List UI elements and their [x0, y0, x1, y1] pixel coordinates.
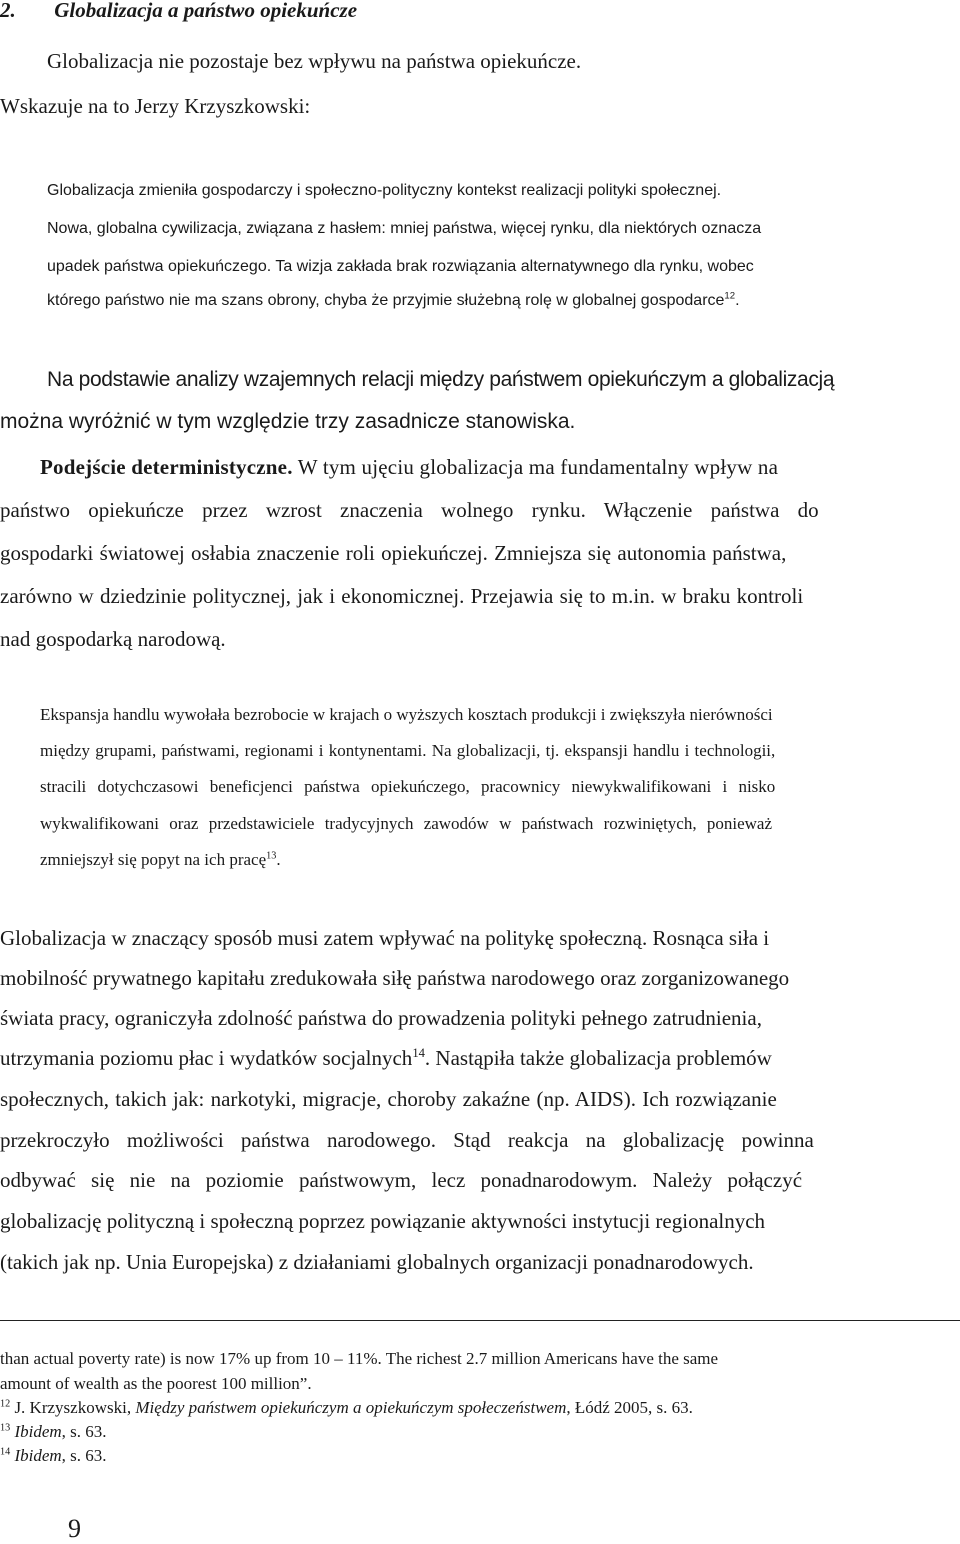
para3-line-2: mobilność prywatnego kapitału zredukowała siłę państwa narodowego oraz zorganizowanego	[0, 966, 790, 990]
footnote-ref-12: 12	[724, 290, 736, 302]
para3-line-8: globalizację polityczną i społeczną poprzez powiązanie aktywności instytucji regionalnych	[0, 1209, 766, 1233]
para2-line-5: nad gospodarką narodową.	[0, 627, 226, 651]
section-heading	[0, 0, 357, 23]
quote1-line-4: którego państwo nie ma szans obrony, chyba że przyjmie służebną rolę w globalnej gospodarce$^{12}$.	[47, 290, 740, 309]
intro-line-1: Globalizacja nie pozostaje bez wpływu na państwa opiekuńcze.	[47, 49, 582, 73]
quote2-line-5: zmniejszył się popyt na ich pracę$^{13}$.	[40, 850, 281, 869]
quote2-line-3: stracili dotychczasowi beneficjenci państwa opiekuńczego, pracownicy niewykwalifikowani i nisko	[40, 777, 776, 796]
section-title: Globalizacja a państwo opiekuńcze	[54, 0, 358, 22]
intro-line-2: Wskazuje na to Jerzy Krzyszkowski:	[0, 94, 311, 118]
para2-line-2: państwo opiekuńcze przez wzrost znaczenia wolnego rynku. Włączenie państwa do	[0, 498, 819, 522]
para3-line-1: Globalizacja w znaczący sposób musi zatem wpływać na politykę społeczną. Rosnąca siła i	[0, 926, 770, 950]
footnote-14: $^{14}$ Ibidem, s. 63.	[0, 1446, 107, 1465]
footnote-ref-14: 14	[412, 1046, 425, 1060]
quote2-line-1: Ekspansja handlu wywołała bezrobocie w krajach o wyższych kosztach produkcji i zwiększyła nierówności	[40, 705, 773, 724]
para3-line-4: utrzymania poziomu płac i wydatków socjalnych$^{14}$. Nastąpiła także globalizacja problemów	[0, 1046, 772, 1070]
para3-line-6: przekroczyło możliwości państwa narodowego. Stąd reakcja na globalizację powinna	[0, 1128, 814, 1152]
para3-line-9: (takich jak np. Unia Europejska) z działaniami globalnych organizacji ponadnarodowych.	[0, 1250, 754, 1274]
para3-line-3: świata pracy, ograniczyła zdolność państwa do prowadzenia polityki pełnego zatrudnienia,	[0, 1006, 762, 1030]
footnote-ref-13: 13	[266, 850, 277, 862]
footnote-separator	[0, 1320, 960, 1321]
para2-line-1: Podejście deterministyczne. W tym ujęciu globalizacja ma fundamentalny wpływ na	[40, 455, 779, 479]
para3-line-5: społecznych, takich jak: narkotyki, migracje, choroby zakaźne (np. AIDS). Ich rozwiązanie	[0, 1087, 777, 1111]
approach-title: Podejście deterministyczne.	[40, 455, 293, 479]
para2-line-4: zarówno w dziedzinie politycznej, jak i ekonomicznej. Przejawia się to m.in. w braku kontroli	[0, 584, 804, 608]
quote1-line-1: Globalizacja zmieniła gospodarczy i społeczno-polityczny kontekst realizacji polityki społecznej.	[47, 182, 722, 199]
quote2-line-4: wykwalifikowani oraz przedstawiciele tradycyjnych zawodów w państwach rozwiniętych, ponieważ	[40, 814, 772, 833]
page-number: 9	[68, 1514, 81, 1543]
quote2-line-2: między grupami, państwami, regionami i kontynentami. Na globalizacji, tj. ekspansji handlu i technologii,	[40, 741, 776, 760]
section-number: 2.	[0, 0, 16, 22]
para1-line-1: Na podstawie analizy wzajemnych relacji między państwem opiekuńczym a globalizacją	[47, 368, 835, 391]
quote1-line-2: Nowa, globalna cywilizacja, związana z hasłem: mniej państwa, więcej rynku, dla niektórych oznacza	[47, 220, 762, 237]
footnote-continued-line-1: than actual poverty rate) is now 17% up from 10 – 11%. The richest 2.7 million Americans have the same	[0, 1349, 719, 1368]
para3-line-7: odbywać się nie na poziomie państwowym, lecz ponadnarodowym. Należy połączyć	[0, 1168, 803, 1192]
para1-line-2: można wyróżnić w tym względzie trzy zasadnicze stanowiska.	[0, 410, 576, 433]
footnote-12-title: Między państwem opiekuńczym a opiekuńczym społeczeństwem	[135, 1398, 567, 1417]
quote1-line-3: upadek państwa opiekuńczego. Ta wizja zakłada brak rozwiązania alternatywnego dla rynku, wobec	[47, 258, 754, 275]
footnote-12: $^{12}$ J. Krzyszkowski, Między państwem opiekuńczym a opiekuńczym społeczeństwem, Łódź 2005, s. 63.	[0, 1398, 693, 1417]
footnote-13: $^{13}$ Ibidem, s. 63.	[0, 1422, 107, 1441]
para2-line-3: gospodarki światowej osłabia znaczenie roli opiekuńczej. Zmniejsza się autonomia państwa,	[0, 541, 787, 565]
footnote-continued-line-2: amount of wealth as the poorest 100 million”.	[0, 1374, 312, 1393]
